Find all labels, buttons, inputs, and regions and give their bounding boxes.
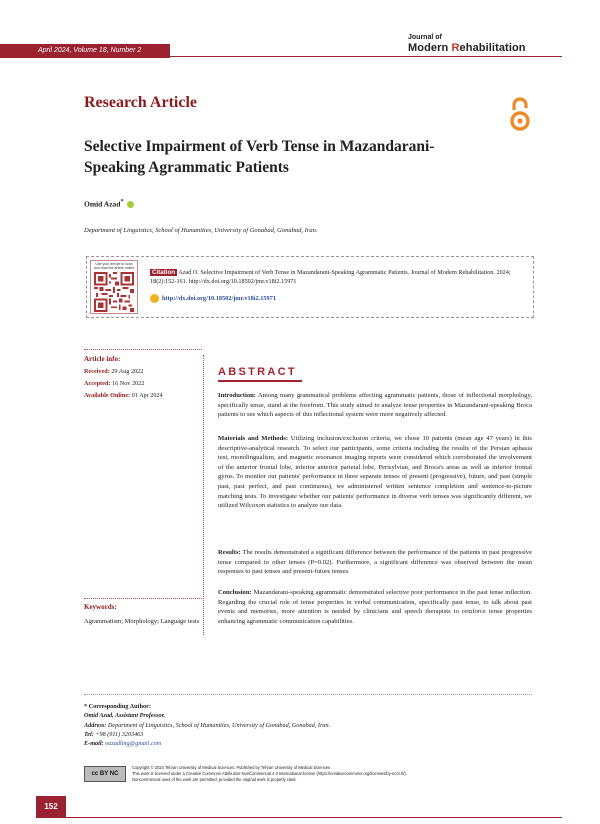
methods-label: Materials and Methods:	[218, 435, 289, 442]
doi-link[interactable]: http://dx.doi.org/10.18502/jmr.v18i2.15971	[162, 294, 276, 302]
keywords-text: Agrammatism; Morphology; Language tests	[84, 618, 200, 625]
keywords-title: Keywords:	[84, 603, 117, 611]
qr-caption: Use your device to scan and read the article online	[93, 262, 135, 270]
abstract-heading: ABSTRACT	[218, 366, 297, 378]
copyright-line-1: Copyright © 2024 Tehran University of Medical Sciences. Published by Tehran University of Medical Sciences	[132, 765, 331, 770]
received-date: 29 Aug 2022	[111, 368, 144, 375]
author-line	[84, 198, 134, 209]
affiliation: Department of Linguistics, School of Humanities, University of Gonabad, Gonabad, Iran.	[84, 227, 318, 234]
email-link[interactable]: oazadling@gmail.com	[105, 740, 162, 748]
received-label: Received:	[84, 368, 110, 375]
results-text: The results demonstrated a significant difference between the performance of the patients in past progressive tense compared to other tenses (P=0.02). Furthermore, a significant difference was observed between the mean responses to past tenses and present-future tenses.	[218, 549, 532, 576]
corresponding-name: Omid Azad, Assistant Professor.	[84, 712, 166, 720]
author-mark: *	[120, 198, 124, 205]
abstract-conclusion	[218, 588, 532, 626]
accepted-date: 16 Nov 2022	[112, 380, 145, 387]
online-line	[84, 392, 163, 399]
corresponding-divider	[84, 694, 532, 695]
author-name: Omid Azad	[84, 199, 121, 209]
abstract-methods	[218, 434, 532, 511]
journal-prefix: Journal of	[408, 34, 442, 41]
abstract-introduction	[218, 391, 532, 420]
citation-body: Azad O. Selective Impairment of Verb Tense in Mazandarani-Speaking Agrammatic Patients. Journal of Modern Rehabilitation. 2024; 18(2):152-161. http://dx.doi.org/10.18502/jmr.v18i2.15971	[150, 269, 511, 285]
results-label: Results:	[218, 549, 241, 556]
address-text: Department of Linguistics, School of Humanities, University of Gonabad, Gonabad, Iran.	[107, 721, 331, 729]
citation-box	[86, 256, 534, 318]
qr-code-icon[interactable]	[94, 272, 134, 312]
article-info-title: Article info:	[84, 355, 121, 363]
journal-name-part1: Modern	[408, 42, 452, 54]
corresponding-author	[84, 702, 504, 748]
volume-info: April 2024, Volume 18, Number 2	[0, 44, 170, 58]
footer-rule	[66, 817, 562, 818]
address-label: Address:	[84, 721, 107, 729]
journal-name-part2: ehabilitation	[459, 42, 526, 54]
abstract-underline	[218, 380, 302, 382]
accepted-line	[84, 380, 144, 387]
open-access-icon	[509, 96, 531, 132]
accepted-label: Accepted:	[84, 380, 111, 387]
citation-label: Citation	[152, 269, 176, 276]
email-label: E-mail:	[84, 740, 104, 748]
article-title: Selective Impairment of Verb Tense in Mazandarani-Speaking Agrammatic Patients	[84, 138, 435, 176]
copyright-line-2: This work is licensed under a Creative Commons Attribution-NonCommercial 4.0 International license (https://creativecommons.org/licenses/by-nc/4.0/).	[132, 771, 407, 777]
citation-text	[150, 268, 525, 286]
doi-icon	[150, 294, 159, 303]
tel-label: Tel:	[84, 730, 94, 738]
copyright-line-3: Noncommercial uses of the work are permitted, provided the original work is properly cited.	[132, 777, 297, 783]
online-date: 01 Apr 2024	[131, 392, 163, 399]
conclusion-text: Mazandarani-speaking agrammatic demonstrated selective poor performance in the past tense inflection. Regarding the crucial role of tense properties in verbal communication, specifically past tense, to talk about past events and memories, more attention is needed by clinicians and speech therapists to reinforce tense properties enhancing agrammatic communication capabilities.	[218, 589, 532, 625]
tel-text: +98 (911) 3203463	[95, 730, 144, 738]
page-number: 152	[36, 796, 66, 818]
header-rule	[170, 56, 562, 57]
received-line	[84, 368, 143, 375]
cc-license-icon[interactable]: cc BY NC	[84, 766, 126, 782]
methods-text: Utilizing inclusion/exclusion criteria, we chose 10 patients (mean age 47 years) in this descriptive-analytical research. To select our participants, some criteria including the results of the Persian aphasia test, monolingualism, and magnetic resonance imaging reports were considered which corroborated the involvement of the anterior frontal lobe, inferior anterior parietal lobe, Perisylvian, and Broca's areas as well as inferior frontal gyrus. To monitor our patients' performance in three separate tenses of present (progressive), future, and past (simple past, past perfect, and past continuous), we administered written sentence completion and sentence-to-picture matching tests. To investigate whether our patients' performance in diverse verb tenses was significantly different, we utilized Wilcoxon statistics to analyze our data.	[218, 435, 532, 510]
orcid-icon[interactable]	[127, 201, 134, 208]
journal-name	[408, 42, 526, 54]
conclusion-label: Conclusion:	[218, 589, 252, 596]
intro-text: Among many grammatical problems affecting agrammatic patients, those of inflectional morphology, specifically tense, stand at the forefront. This study aimed to analyze tense properties in Mazandarani-speaking Broca patients to see which aspects of this inflectional system were more negatively affected.	[218, 392, 532, 419]
doi-row	[150, 294, 276, 303]
info-divider	[84, 349, 202, 350]
online-label: Available Online:	[84, 392, 131, 399]
journal-name-r: R	[451, 42, 460, 54]
copyright-text	[132, 765, 537, 784]
corresponding-heading: * Corresponding Author:	[84, 703, 151, 710]
article-type: Research Article	[84, 94, 197, 111]
abstract-results	[218, 548, 532, 577]
column-divider	[203, 355, 204, 635]
keywords-divider	[84, 598, 202, 599]
intro-label: Introduction:	[218, 392, 256, 399]
